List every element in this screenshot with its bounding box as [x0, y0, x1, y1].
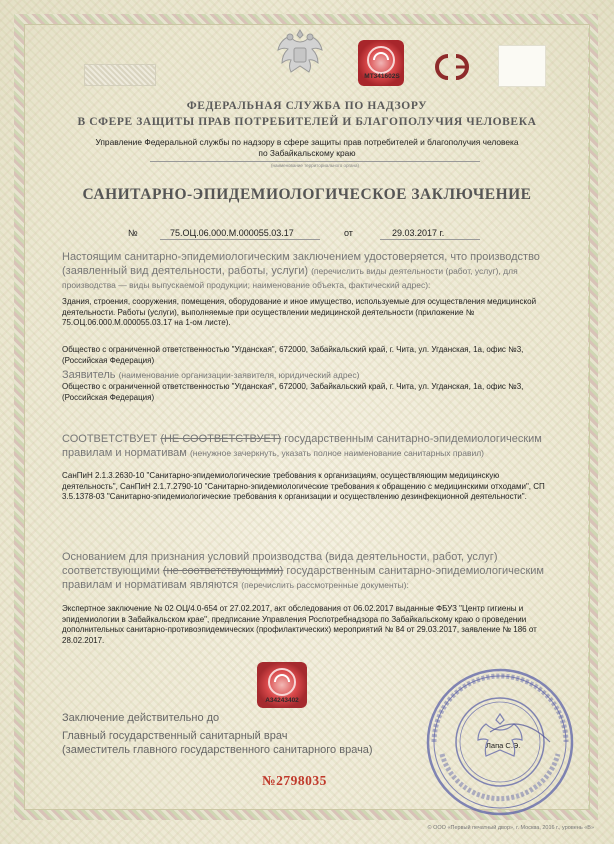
certifies-lead: Настоящим санитарно-эпидемиологическим заключением удостоверяется, что производство (заявленный вид деятельности, работы, услуги)	[62, 251, 540, 277]
hologram-code-bottom: А34243402	[265, 697, 299, 704]
grounds-value: Экспертное заключение № 02 ОЦ/4.0-654 от 27.02.2017, акт обследования от 06.02.2017 выданные ФБУЗ "Центр гигиены и эпидемиологии в Забайкальском крае", предписание Управления Роспотребнадзора по Забайкальскому краю о проведении дополнительных санитарно-противоэпидемических (профилактических) мероприятий № 84 от 29.03.2017, заявление № 186 от 28.02.2017.	[62, 604, 537, 645]
double-headed-eagle-emblem	[272, 26, 328, 86]
grounds-lead: Основанием для признания условий производства (вида деятельности, работ, услуг) соответствующими	[62, 551, 498, 577]
number-label: №	[128, 228, 138, 238]
certificate-number: 75.ОЦ.06.000.М.000055.03.17	[170, 228, 294, 238]
conformity-value: СанПиН 2.1.3.2630-10 "Санитарно-эпидемиологические требования к организациям, осуществляющим медицинскую деятельность", СанПиН 2.1.7.2790-10 "Санитарно-эпидемиологические требования к обращению с медицинскими отходами", СП 3.5.1378-03 "Санитарно-эпидемиологические требования к организации и осуществлению дезинфекционной деятельности".	[62, 471, 545, 501]
guilloche-block	[84, 64, 156, 86]
grounds-rest: государственным санитарно-эпидемиологическим правилам и нормативам являются	[62, 565, 544, 591]
applicant-heading	[62, 368, 547, 382]
chief-name: Лапа С.Э.	[486, 741, 521, 750]
date-label: от	[344, 228, 353, 238]
header-line-2: В СФЕРЕ ЗАЩИТЫ ПРАВ ПОТРЕБИТЕЛЕЙ И БЛАГОПОЛУЧИЯ ЧЕЛОВЕКА	[77, 116, 537, 128]
grounds-hint: (перечислить рассмотренные документы):	[241, 580, 409, 590]
applicant-hint: (наименование организации-заявителя, юридический адрес)	[118, 370, 360, 380]
official-seal-stamp	[420, 662, 580, 822]
document-title: САНИТАРНО-ЭПИДЕМИОЛОГИЧЕСКОЕ ЗАКЛЮЧЕНИЕ	[82, 186, 532, 203]
conformity-hint: (ненужное зачеркнуть, указать полное наименование санитарных правил)	[189, 448, 485, 458]
header-line-1: ФЕДЕРАЛЬНАЯ СЛУЖБА ПО НАДЗОРУ	[186, 100, 428, 112]
certifies-hint: (перечислить виды деятельности (работ, услуг), для производства — виды выпускаемой продукции; наименование объекта, фактический адрес):	[62, 266, 518, 290]
chief-title: Главный государственный санитарный врач	[62, 730, 288, 742]
facility-value: Общество с ограниченной ответственностью "Угданская", 672000, Забайкальский край, г. Чита, ул. Угданская, 1а, офис №3, (Российская Федерация)	[62, 345, 524, 365]
certifies-value: Здания, строения, сооружения, помещения, оборудование и иное имущество, используемые для осуществления медицинской деятельности. Работы (услуги), выполняемые при осуществлении медицинской деятельности (приложение № 75.ОЦ.06.000.М.000055.03.17 на 1-ом листе).	[62, 297, 537, 327]
number-underline	[160, 239, 320, 240]
conformity-word: СООТВЕТСТВУЕТ	[62, 433, 158, 445]
department-name: Управление Федеральной службы по надзору в сфере защиты прав потребителей и благополучия человека по Забайкальскому краю	[95, 137, 519, 158]
applicant-label: Заявитель	[62, 369, 116, 381]
certificate-date: 29.03.2017 г.	[392, 228, 445, 238]
certifies-text	[62, 250, 547, 292]
serial-number: №2798035	[262, 773, 327, 788]
chief-title-alt: (заместитель главного государственного санитарного врача)	[62, 744, 373, 756]
applicant-value: Общество с ограниченной ответственностью "Угданская", 672000, Забайкальский край, г. Чита, ул. Угданская, 1а, офис №3, (Российская Федерация)	[62, 382, 524, 402]
department-caption: (наименование территориального органа)	[270, 163, 360, 168]
hologram-code-top: МТ341602S	[364, 73, 400, 80]
valid-until-label: Заключение действительно до	[62, 712, 220, 724]
divider	[150, 161, 480, 162]
se-logo-icon	[428, 52, 480, 82]
conformity-text	[62, 432, 547, 460]
conformity-struck: (НЕ СООТВЕТСТВУЕТ)	[160, 433, 282, 445]
grounds-struck: (не соответствующими)	[162, 565, 284, 577]
conformity-rest: государственным санитарно-эпидемиологическим правилам и нормативам	[62, 433, 542, 459]
grounds-text	[62, 550, 547, 592]
date-underline	[380, 239, 480, 240]
printer-footer: © ООО «Первый печатный двор», г. Москва, 2016 г., уровень «В»	[427, 825, 594, 831]
blank-stamp-box	[498, 45, 546, 87]
